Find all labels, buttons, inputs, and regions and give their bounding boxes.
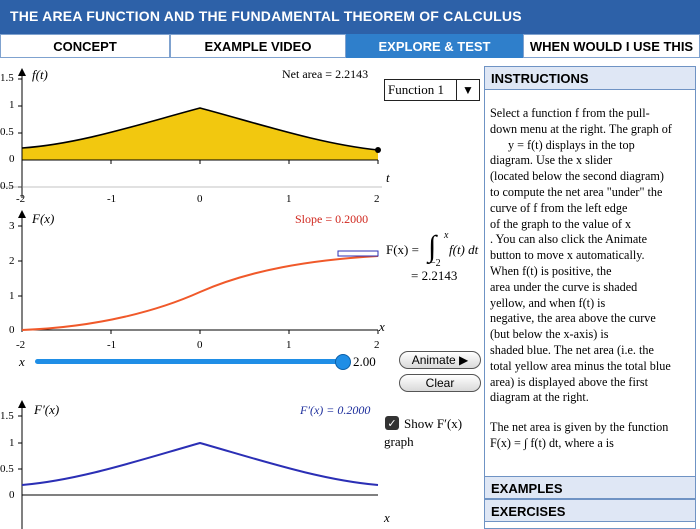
ins-line: The net area is given by the function	[490, 420, 669, 435]
animate-button[interactable]: Animate ▶	[399, 351, 481, 369]
formula-lhs: F(x) =	[386, 242, 419, 257]
derivative-value-label: F′(x) = 0.2000	[300, 403, 371, 417]
ins-line: y = f(t) displays in the top	[508, 137, 635, 152]
y-axis-arrow	[18, 400, 26, 408]
F-curve	[22, 256, 378, 330]
y-tick-0-5: 0.5	[0, 126, 14, 138]
x-tick-1: 1	[286, 193, 292, 205]
y-tick-0: 0	[9, 489, 15, 501]
exercises-section[interactable]: EXERCISES	[484, 499, 696, 522]
ins-line: area under the curve is shaded	[490, 279, 638, 294]
Fprime-curve	[22, 443, 378, 485]
show-derivative-checkbox[interactable]: ✓	[385, 416, 399, 430]
x-tick-0: 0	[197, 193, 203, 205]
ins-line: . You can also click the Animate	[490, 232, 648, 247]
ins-line: total yellow area minus the total blue	[490, 358, 671, 373]
function-select-value: Function 1	[388, 82, 444, 97]
y-tick-1-5: 1.5	[0, 410, 14, 422]
y-tick-1: 1	[9, 437, 15, 449]
examples-section[interactable]: EXAMPLES	[484, 476, 696, 499]
ins-line: area) is displayed above the first	[490, 374, 649, 389]
x-tick-2: 2	[374, 339, 380, 351]
x-slider-handle[interactable]	[335, 354, 351, 370]
ins-line: diagram at the right.	[490, 390, 589, 405]
graph2-xvar: x	[379, 319, 385, 334]
y-tick-neg-0-5: 0.5	[0, 180, 14, 192]
show-derivative-label: Show F′(x)	[404, 416, 463, 431]
net-area-label: Net area = 2.2143	[282, 67, 369, 81]
ins-line: (but below the x-axis) is	[490, 327, 609, 342]
page-title: THE AREA FUNCTION AND THE FUNDAMENTAL THEOREM OF CALCULUS	[10, 8, 522, 24]
tab-explore-test[interactable]: EXPLORE & TEST	[346, 34, 523, 58]
graph-Fprime	[0, 400, 382, 529]
x-slider-track[interactable]	[35, 359, 343, 364]
y-tick-1: 1	[9, 290, 15, 302]
y-tick-2: 2	[9, 255, 15, 267]
tab-when-would-i-use-this[interactable]: WHEN WOULD I USE THIS	[523, 34, 700, 58]
y-tick-0: 0	[9, 324, 15, 336]
ins-line: (located below the second diagram)	[490, 169, 664, 184]
chevron-down-icon[interactable]: ▼	[456, 80, 479, 100]
instructions-body	[490, 106, 692, 452]
formula-integrand: f(t) dt	[449, 242, 479, 257]
tab-bar	[0, 34, 700, 60]
y-tick-0-5: 0.5	[0, 463, 14, 475]
graph-F	[0, 210, 382, 340]
ins-line: negative, the area above the curve	[490, 311, 656, 326]
tab-example-video[interactable]: EXAMPLE VIDEO	[170, 34, 346, 58]
instructions-heading: INSTRUCTIONS	[484, 66, 696, 90]
formula-result: = 2.2143	[411, 268, 458, 283]
slider-var-label: x	[19, 354, 25, 369]
y-axis-arrow	[18, 210, 26, 218]
clear-button[interactable]: Clear	[399, 374, 481, 392]
x-tick-0: 0	[197, 339, 203, 351]
ins-line: Select a function f from the pull-	[490, 106, 650, 120]
slope-label: Slope = 0.2000	[295, 212, 369, 226]
graph1-xvar: t	[386, 170, 390, 185]
x-tick-neg1: -1	[107, 339, 117, 351]
f-endpoint	[375, 147, 381, 153]
y-tick-1: 1	[9, 99, 15, 111]
tab-concept[interactable]: CONCEPT	[0, 34, 170, 58]
ins-line: curve of f from the left edge	[490, 200, 628, 215]
formula-lower: −2	[430, 258, 441, 269]
graph3-ylabel: F′(x)	[34, 402, 60, 417]
y-tick-1-5: 1.5	[0, 72, 14, 84]
title-bar	[0, 0, 700, 34]
graph2-ylabel: F(x)	[32, 211, 55, 226]
ins-line: When f(t) is positive, the	[490, 263, 612, 278]
ins-line: F(x) = ∫ f(t) dt, where a is	[490, 435, 614, 450]
graph-f	[0, 66, 382, 206]
formula-upper: x	[444, 230, 449, 241]
ins-line: diagram. Use the x slider	[490, 153, 613, 168]
x-tick-neg2: -2	[16, 193, 26, 205]
function-select[interactable]	[384, 79, 480, 101]
slider-value: 2.00	[353, 354, 376, 369]
ins-line: of the graph to the value of x	[490, 216, 632, 231]
ins-line: button to move x automatically.	[490, 248, 645, 263]
integral-sign-icon: ∫	[428, 230, 437, 263]
y-tick-3: 3	[9, 220, 15, 232]
x-tick-neg1: -1	[107, 193, 117, 205]
graph3-xvar: x	[384, 510, 390, 525]
x-tick-1: 1	[286, 339, 292, 351]
y-tick-0: 0	[9, 153, 15, 165]
x-tick-neg2: -2	[16, 339, 26, 351]
ins-line: yellow, and when f(t) is	[490, 295, 606, 310]
ins-line: down menu at the right. The graph of	[490, 121, 672, 136]
ins-line: to compute the net area "under" the	[490, 184, 663, 199]
ins-line: shaded blue. The net area (i.e. the	[490, 342, 654, 357]
graph1-ylabel: f(t)	[32, 67, 48, 82]
show-derivative-label-2: graph	[384, 434, 414, 449]
y-axis-arrow	[18, 68, 26, 76]
area-fill-main	[22, 108, 378, 160]
slope-indicator	[338, 251, 378, 256]
x-tick-2: 2	[374, 193, 380, 205]
